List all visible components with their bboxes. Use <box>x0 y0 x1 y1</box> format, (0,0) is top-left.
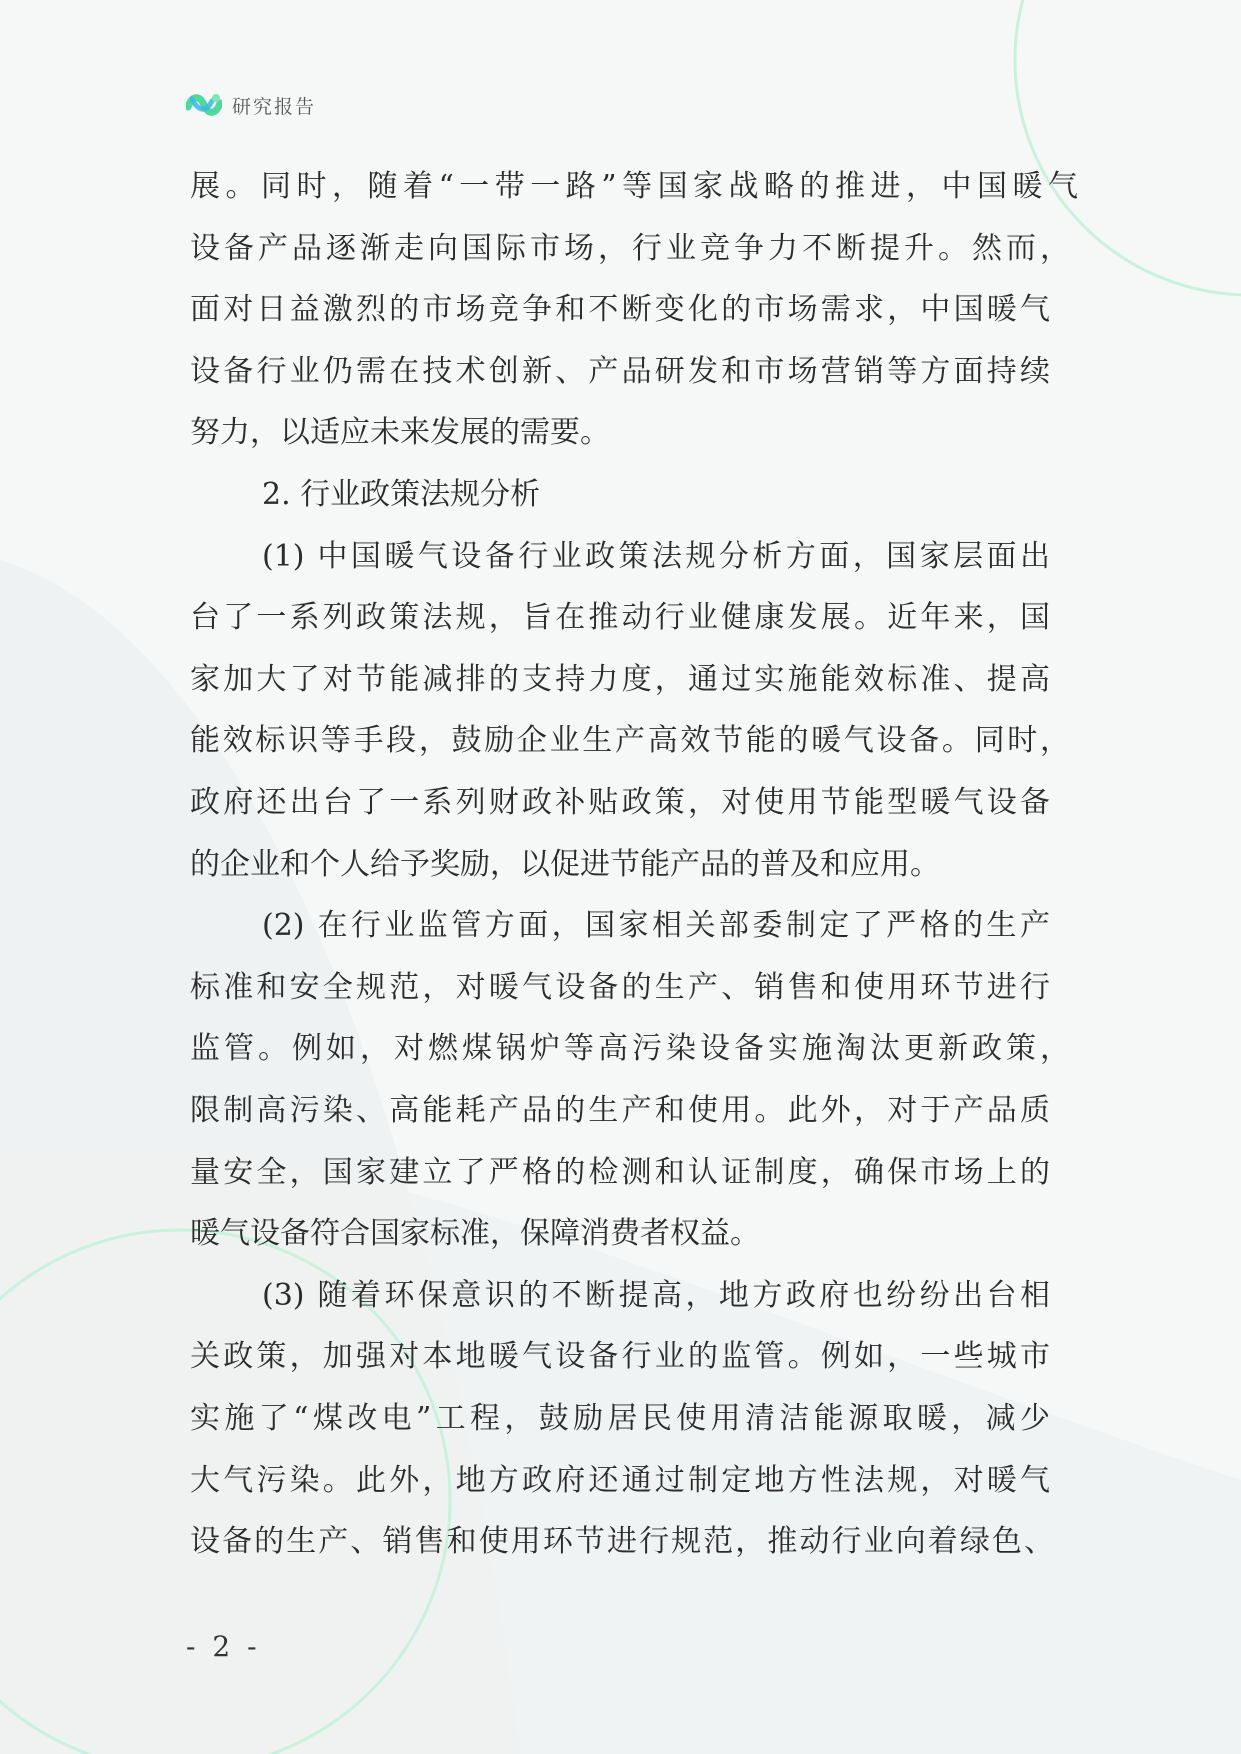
header-title: 研究报告 <box>232 95 317 118</box>
body-line: 台了一系列政策法规，旨在推动行业健康发展。近年来，国 <box>190 600 1050 635</box>
body-line: 大气污染。此外，地方政府还通过制定地方性法规，对暖气 <box>190 1463 1050 1498</box>
body-line: 量安全，国家建立了严格的检测和认证制度，确保市场上的 <box>190 1155 1050 1190</box>
body-line: 政府还出台了一系列财政补贴政策，对使用节能型暖气设备 <box>190 785 1050 820</box>
body-line: (1) 中国暖气设备行业政策法规分析方面，国家层面出 <box>262 539 1050 574</box>
body-line: 努力，以适应未来发展的需要。 <box>190 415 610 450</box>
body-line: 关政策，加强对本地暖气设备行业的监管。例如，一些城市 <box>190 1339 1050 1374</box>
body-line: 家加大了对节能减排的支持力度，通过实施能效标准、提高 <box>190 662 1050 697</box>
body-line: 展。同时，随着“一带一路”等国家战略的推进，中国暖气 <box>190 169 1078 204</box>
body-line: 面对日益激烈的市场竞争和不断变化的市场需求，中国暖气 <box>190 292 1050 327</box>
body-line: 设备的生产、销售和使用环节进行规范，推动行业向着绿色、 <box>190 1524 1054 1559</box>
report-header <box>186 88 316 122</box>
body-line: 设备行业仍需在技术创新、产品研发和市场营销等方面持续 <box>190 354 1050 389</box>
page-number: - 2 - <box>186 1630 261 1663</box>
body-line: 限制高污染、高能耗产品的生产和使用。此外，对于产品质 <box>190 1093 1050 1128</box>
body-line: 实施了“煤改电”工程，鼓励居民使用清洁能源取暖，减少 <box>190 1401 1050 1436</box>
brand-logo-icon <box>186 89 222 121</box>
body-line: 的企业和个人给予奖励，以促进节能产品的普及和应用。 <box>190 847 940 882</box>
body-line: (2) 在行业监管方面，国家相关部委制定了严格的生产 <box>262 908 1050 943</box>
body-line: 标准和安全规范，对暖气设备的生产、销售和使用环节进行 <box>190 970 1050 1005</box>
body-line: 暖气设备符合国家标准，保障消费者权益。 <box>190 1216 760 1251</box>
body-line: 监管。例如，对燃煤锅炉等高污染设备实施淘汰更新政策， <box>190 1031 1070 1066</box>
body-line: 设备产品逐渐走向国际市场，行业竞争力不断提升。然而， <box>190 231 1070 266</box>
body-line: 能效标识等手段，鼓励企业生产高效节能的暖气设备。同时， <box>190 723 1070 758</box>
body-line: (3) 随着环保意识的不断提高，地方政府也纷纷出台相 <box>262 1278 1050 1313</box>
section-heading: 2. 行业政策法规分析 <box>262 477 541 512</box>
